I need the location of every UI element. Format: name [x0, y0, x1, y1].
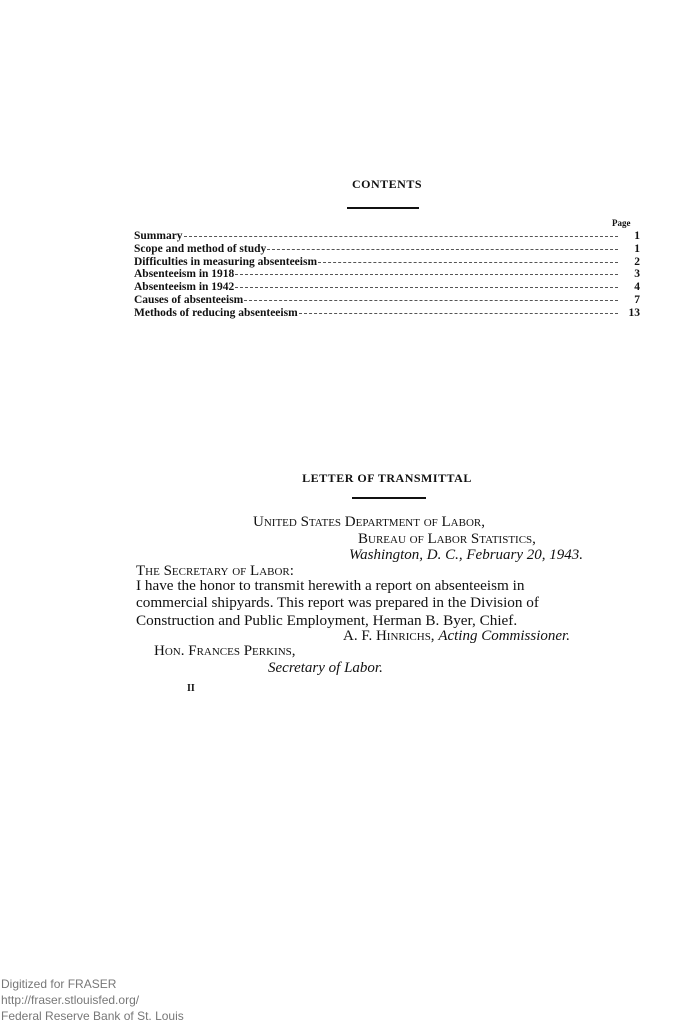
toc-leader	[267, 248, 618, 250]
footer-link[interactable]: http://fraser.stlouisfed.org/	[1, 993, 140, 1007]
toc-entry[interactable]	[134, 256, 640, 269]
toc-leader	[235, 286, 618, 288]
salutation-text: The Secretary of Labor:	[136, 563, 294, 579]
contents-rule	[347, 207, 419, 209]
toc-entry-title: Scope and method of study	[134, 242, 267, 255]
toc-entry-page: 2	[634, 255, 640, 268]
toc-entry[interactable]	[134, 268, 640, 281]
toc-entry-title: Causes of absenteeism	[134, 293, 244, 306]
contents-heading: CONTENTS	[351, 177, 423, 191]
footer-line: Federal Reserve Bank of St. Louis	[1, 1009, 184, 1023]
toc-entry-page: 1	[634, 242, 640, 255]
toc-leader	[244, 299, 618, 301]
toc-leader	[299, 312, 618, 314]
toc-leader	[235, 273, 618, 275]
digitization-footer	[1, 976, 184, 1024]
sender-bureau: Bureau of Labor Statistics,	[358, 531, 536, 547]
toc-entry-page: 3	[634, 268, 640, 281]
place-date: Washington, D. C., February 20, 1943.	[349, 547, 584, 563]
toc-leader	[184, 235, 618, 237]
toc-entry-page: 4	[634, 281, 640, 294]
toc-leader	[318, 261, 618, 263]
toc-entry[interactable]	[134, 294, 640, 307]
toc-entry[interactable]	[134, 230, 640, 243]
letter-rule	[352, 497, 426, 499]
signer-title: Acting Commissioner.	[438, 628, 570, 644]
letter-body	[136, 577, 642, 629]
footer-line: Digitized for FRASER	[1, 977, 117, 991]
toc-entry-title: Summary	[134, 230, 183, 242]
toc-entry-page: 7	[634, 293, 640, 306]
letter-body-line: Construction and Public Employment, Herman B. Byer, Chief.	[136, 611, 518, 629]
letter-body-line: I have the honor to transmit herewith a report on absenteeism in	[136, 577, 525, 594]
toc-entry[interactable]	[134, 243, 640, 256]
signature-line	[343, 627, 570, 645]
recipient-name: Hon. Frances Perkins,	[154, 643, 296, 659]
sender-department: United States Department of Labor,	[253, 514, 485, 530]
letter-heading: LETTER OF TRANSMITTAL	[302, 471, 472, 485]
toc-entry[interactable]	[134, 281, 640, 294]
toc-entry[interactable]	[134, 307, 640, 320]
page-column-label: Page	[612, 218, 631, 228]
toc-entry-page: 13	[628, 306, 640, 319]
toc-entry-title: Difficulties in measuring absenteeism	[134, 255, 318, 268]
signer-name: A. F. Hinrichs,	[343, 628, 435, 644]
toc-entry-title: Methods of reducing absenteeism	[134, 306, 298, 319]
table-of-contents	[134, 230, 640, 320]
toc-entry-title: Absenteeism in 1918	[134, 268, 235, 281]
recipient-title: Secretary of Labor.	[268, 660, 383, 676]
toc-entry-page: 1	[634, 230, 640, 242]
page-number: II	[187, 683, 195, 694]
toc-entry-title: Absenteeism in 1942	[134, 281, 235, 294]
letter-body-line: commercial shipyards. This report was prepared in the Division of	[136, 594, 539, 612]
